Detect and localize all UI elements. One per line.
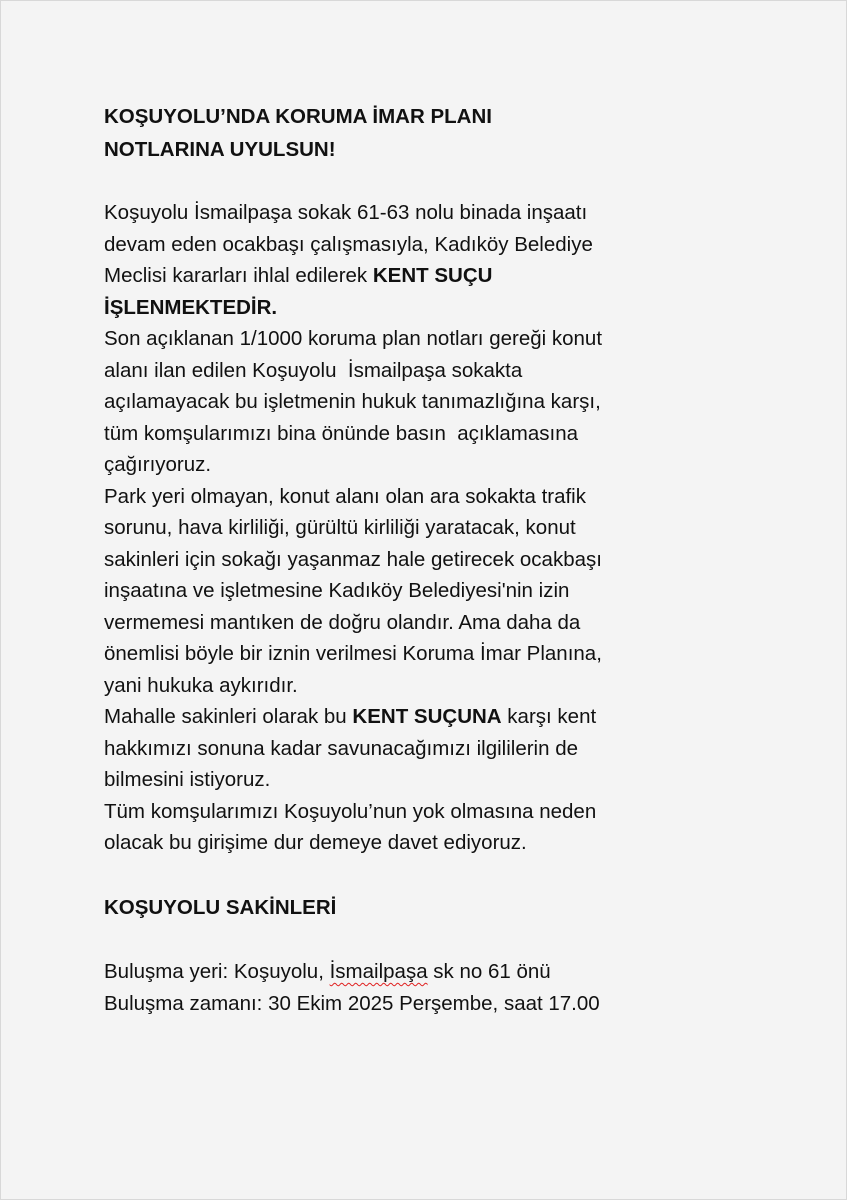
text-line: bilmesini istiyoruz. xyxy=(104,768,271,791)
text-line: sorunu, hava kirliliği, gürültü kirliliği yaratacak, konut xyxy=(104,516,576,539)
text-line: Mahalle sakinleri olarak bu xyxy=(104,705,353,728)
text-line: hakkımızı sonuna kadar savunacağımızı ilgililerin de xyxy=(104,736,579,760)
text-line: yani hukuka aykırıdır. xyxy=(104,673,298,697)
title-line: NOTLARINA UYULSUN! xyxy=(104,137,336,161)
emphasis-text: İŞLENMEKTEDİR. xyxy=(104,295,278,319)
paragraph-3 xyxy=(104,481,764,702)
text-line: Koşuyolu İsmailpaşa sokak 61-63 nolu binada inşaatı xyxy=(104,201,588,224)
title-line: KOŞUYOLU’NDA KORUMA İMAR PLANI xyxy=(104,105,492,128)
text-line: alanı ilan edilen Koşuyolu İsmailpaşa sokakta xyxy=(104,358,523,382)
text-line: karşı kent xyxy=(501,705,597,728)
text-line: inşaatına ve işletmesine Kadıköy Belediyesi'nin izin xyxy=(104,579,570,602)
text-line: açılamayacak bu işletmenin hukuk tanımazlığına karşı, xyxy=(104,390,601,413)
text-line: vermemesi mantıken de doğru olandır. Ama daha da xyxy=(104,610,581,634)
text-line: devam eden ocakbaşı çalışmasıyla, Kadıköy Belediye xyxy=(104,232,593,256)
text-line: çağırıyoruz. xyxy=(104,453,212,476)
text-line: önemlisi böyle bir iznin verilmesi Koruma İmar Planına, xyxy=(104,642,602,665)
meeting-time: Buluşma zamanı: 30 Ekim 2025 Perşembe, saat 17.00 xyxy=(104,991,600,1015)
text-line: Son açıklanan 1/1000 koruma plan notları gereği konut xyxy=(104,327,603,350)
document-title xyxy=(104,101,764,166)
paragraph-5 xyxy=(104,796,764,859)
text-line: olacak bu girişime dur demeye davet ediyoruz. xyxy=(104,831,527,854)
meeting-info xyxy=(104,956,764,1019)
text-line: Park yeri olmayan, konut alanı olan ara sokakta trafik xyxy=(104,484,586,508)
signature: KOŞUYOLU SAKİNLERİ xyxy=(104,895,337,919)
spellcheck-word: İsmailpaşa xyxy=(329,960,428,983)
paragraph-1 xyxy=(104,197,764,323)
text-line: Tüm komşularımızı Koşuyolu’nun yok olmasına neden xyxy=(104,799,597,823)
text-line: Meclisi kararları ihlal edilerek xyxy=(104,264,373,287)
text-line: sakinleri için sokağı yaşanmaz hale getirecek ocakbaşı xyxy=(104,547,602,571)
text-line: tüm komşularımızı bina önünde basın açıklamasına xyxy=(104,421,579,445)
emphasis-text: KENT SUÇUNA xyxy=(352,705,502,728)
paragraph-4 xyxy=(104,701,764,796)
emphasis-text: KENT SUÇU xyxy=(372,264,493,287)
meeting-place-label: Buluşma yeri: Koşuyolu, xyxy=(104,960,330,983)
meeting-place-rest: sk no 61 önü xyxy=(427,960,551,983)
document-body xyxy=(104,101,764,1019)
paragraph-2 xyxy=(104,323,764,481)
